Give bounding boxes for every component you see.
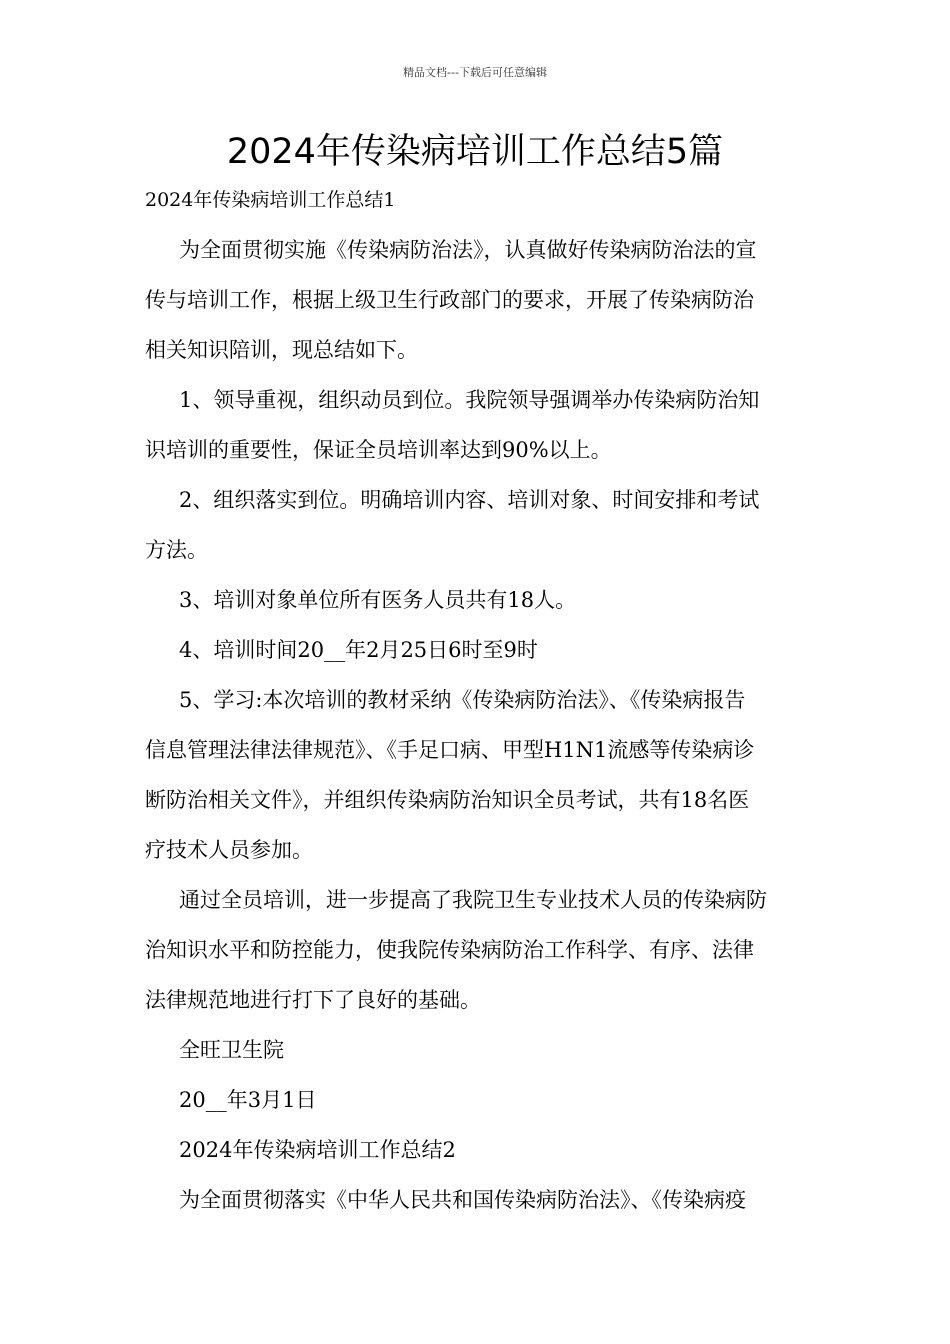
paragraph-line: 2、组织落实到位。明确培训内容、培训对象、时间安排和考试 <box>179 488 760 512</box>
document-title: 2024年传染病培训工作总结5篇 <box>226 132 724 172</box>
paragraph-line: 3、培训对象单位所有医务人员共有18人。 <box>179 588 577 612</box>
paragraph-line: 1、领导重视，组织动员到位。我院领导强调举办传染病防治知 <box>179 388 760 412</box>
paragraph-line: 为全面贯彻实施《传染病防治法》，认真做好传染病防治法的宣 <box>179 238 757 262</box>
paragraph-line: 法律规范地进行打下了良好的基础。 <box>145 988 481 1012</box>
section-heading: 2024年传染病培训工作总结1 <box>145 189 396 211</box>
paragraph-line: 4、培训时间20__年2月25日6时至9时 <box>179 638 538 662</box>
paragraph-line: 方法。 <box>145 538 208 562</box>
paragraph-line: 通过全员培训，进一步提高了我院卫生专业技术人员的传染病防 <box>179 888 767 912</box>
paragraph-line: 传与培训工作，根据上级卫生行政部门的要求，开展了传染病防治 <box>145 288 754 312</box>
paragraph-line: 相关知识陪训，现总结如下。 <box>145 338 418 362</box>
paragraph-line: 为全面贯彻落实《中华人民共和国传染病防治法》、《传染病疫 <box>179 1188 746 1212</box>
paragraph-line: 信息管理法律法律规范》、《手足口病、甲型H1N1流感等传染病诊 <box>145 738 755 762</box>
document-body <box>145 175 807 1225</box>
paragraph-line: 断防治相关文件》，并组织传染病防治知识全员考试，共有18名医 <box>145 788 750 812</box>
paragraph-line: 治知识水平和防控能力，使我院传染病防治工作科学、有序、法律 <box>145 938 754 962</box>
paragraph-line: 疗技术人员参加。 <box>145 838 313 862</box>
header-note: 精品文档---下载后可任意编辑 <box>403 66 547 79</box>
paragraph-line: 2024年传染病培训工作总结2 <box>179 1138 456 1162</box>
paragraph-line: 20__年3月1日 <box>179 1088 317 1112</box>
paragraph-line: 5、学习:本次培训的教材采纳《传染病防治法》、《传染病报告 <box>179 688 746 712</box>
paragraph-line: 全旺卫生院 <box>179 1038 284 1062</box>
paragraph-line: 识培训的重要性，保证全员培训率达到90%以上。 <box>145 438 612 462</box>
